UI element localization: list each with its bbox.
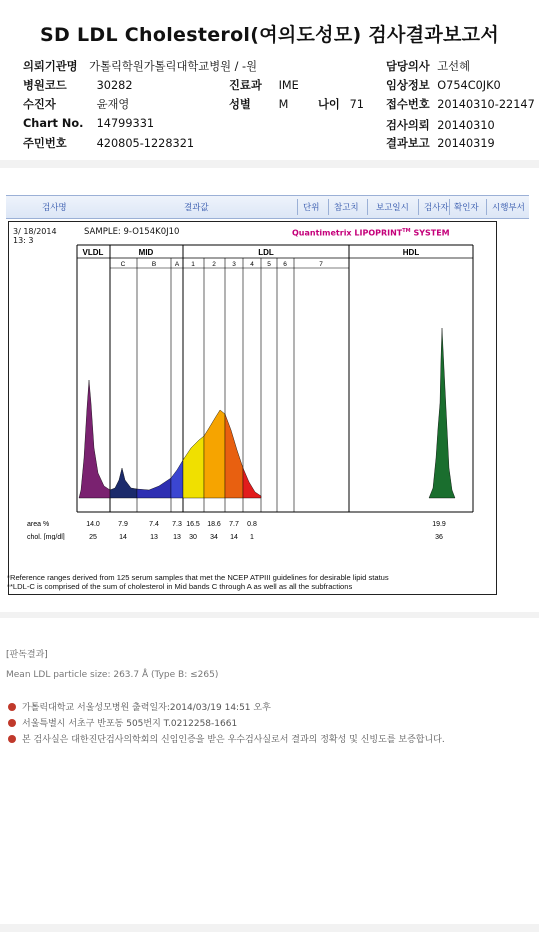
col-test-name[interactable]: 검사명 [42, 203, 67, 213]
area-value: 7.7 [229, 521, 239, 528]
col-result[interactable]: 결과값 [184, 203, 209, 213]
age-value: 71 [349, 98, 364, 111]
group-label-mid: MID [138, 248, 154, 257]
sex-value: M [278, 98, 289, 111]
peak-mid-b [137, 478, 171, 498]
footnote-2: **LDL-C is comprised of the sum of cholesterol in Mid bands C through A as well as all the subfractions [7, 582, 353, 591]
divider [449, 199, 450, 215]
band-label: C [120, 261, 126, 268]
col-verifier[interactable]: 확인자 [454, 203, 479, 213]
band-label: 3 [232, 261, 236, 268]
col-reference[interactable]: 참고치 [334, 203, 359, 213]
footnote-1: *Reference ranges derived from 125 serum samples that met the NCEP ATPIII guidelines for desirable lipid status [7, 573, 389, 582]
band-label: A [174, 261, 180, 268]
row-label-chol: chol. [mg/dl] [27, 534, 65, 540]
group-label-ldl: LDL [258, 248, 274, 257]
chol-value: 1 [250, 534, 254, 540]
area-value: 19.9 [432, 521, 446, 528]
label: 접수번호 [386, 98, 430, 111]
chol-value: 14 [119, 534, 127, 540]
brand-suffix: SYSTEM [410, 228, 450, 238]
separator [0, 160, 539, 168]
report-date: 3/ 18/2014 [13, 227, 57, 236]
department-value: IME [278, 79, 299, 92]
area-value: 16.5 [186, 521, 200, 528]
col-unit[interactable]: 단위 [303, 203, 320, 213]
label: 나이 [318, 98, 340, 111]
label: 임상정보 [386, 79, 430, 92]
band-label: 6 [283, 261, 287, 268]
label: Chart No. [23, 117, 84, 130]
result-table-header [6, 195, 529, 219]
patient-row [23, 96, 129, 112]
divider [297, 199, 298, 215]
band-label: B [151, 261, 157, 268]
chol-value: 30 [189, 534, 197, 540]
area-value: 7.3 [172, 521, 182, 528]
group-label-hdl: HDL [402, 248, 420, 257]
chol-value: 34 [210, 534, 218, 540]
footer-text: 서울특별시 서초구 반포동 505번지 T.0212258-1661 [22, 719, 238, 729]
report-date-row [386, 135, 495, 151]
divider [328, 199, 329, 215]
band-label: 7 [319, 261, 323, 268]
sex-row [229, 96, 288, 112]
interpretation-text: Mean LDL particle size: 263.7 Å (Type B: ≤265) [6, 670, 219, 680]
divider [486, 199, 487, 215]
request-value: 20140310 [437, 119, 495, 132]
area-value: 18.6 [207, 521, 221, 528]
label: 의뢰기관명 [23, 60, 78, 73]
doctor-row [386, 58, 470, 74]
peak-vldl [79, 380, 110, 498]
divider [418, 199, 419, 215]
request-row [386, 117, 495, 133]
bullet-icon [8, 719, 16, 727]
footer-line-1 [8, 700, 271, 713]
label: 결과보고 [386, 137, 430, 150]
peak-mid-a [171, 460, 183, 498]
institution-value: 가톨릭학원가톨릭대학교병원 / -원 [89, 60, 258, 73]
divider [367, 199, 368, 215]
peak-ldl-3 [225, 414, 243, 498]
brand-tm: TM [402, 228, 411, 234]
group-label-vldl: VLDL [82, 248, 104, 257]
hospital-code-value: 30282 [96, 79, 133, 92]
interpretation-label: [판독결과] [6, 650, 48, 660]
band-label: 2 [212, 261, 216, 268]
chol-value: 36 [435, 534, 443, 540]
doctor-value: 고선혜 [437, 60, 470, 73]
brand-name: Quantimetrix LIPOPRINT [292, 228, 403, 238]
receipt-row [386, 96, 535, 112]
band-label: 1 [191, 261, 195, 268]
col-tester[interactable]: 검사자 [424, 203, 449, 213]
chol-value: 14 [230, 534, 238, 540]
label: 진료과 [229, 79, 262, 92]
brand-logo [292, 228, 450, 238]
col-report-date[interactable]: 보고일시 [376, 203, 409, 213]
label: 담당의사 [386, 60, 430, 73]
label: 수진자 [23, 98, 56, 111]
label: 성별 [229, 98, 251, 111]
label: 주민번호 [23, 137, 67, 150]
area-value: 7.4 [149, 521, 159, 528]
institution-row [23, 58, 257, 74]
rrn-value: 420805-1228321 [96, 137, 195, 150]
chol-value: 13 [150, 534, 158, 540]
band-label: 4 [250, 261, 254, 268]
footer-text: 본 검사실은 대한진단검사의학회의 신임인증을 받은 우수검사실로서 결과의 정확성 및 신빙도를 보증합니다. [22, 735, 445, 745]
area-value: 0.8 [247, 521, 257, 528]
report-title: SD LDL Cholesterol(여의도성모) 검사결과보고서 [40, 24, 499, 46]
department-row [229, 77, 299, 93]
separator [0, 612, 539, 618]
chol-value: 25 [89, 534, 97, 540]
clinical-value: O754C0JK0 [437, 79, 501, 92]
hospital-code-row [23, 77, 133, 93]
footer-line-2 [8, 716, 237, 729]
receipt-value: 20140310-22147 [437, 98, 535, 111]
peak-hdl [429, 328, 455, 498]
report-date-value: 20140319 [437, 137, 495, 150]
clinical-row [386, 77, 501, 93]
peak-ldl-2 [204, 410, 225, 498]
chart-no-value: 14799331 [96, 117, 155, 130]
row-label-area: area % [27, 521, 50, 528]
patient-name: 윤재영 [96, 98, 130, 111]
bullet-icon [8, 703, 16, 711]
footer-line-3 [8, 732, 445, 745]
bullet-icon [8, 735, 16, 743]
rrn-row [23, 135, 194, 151]
area-value: 7.9 [118, 521, 128, 528]
area-value: 14.0 [86, 521, 100, 528]
peak-ldl-4 [243, 468, 261, 498]
peak-mid-c [110, 468, 137, 498]
label: 검사의뢰 [386, 119, 430, 132]
chart-no-row [23, 117, 154, 130]
footer-text: 가톨릭대학교 서울성모병원 출력일자:2014/03/19 14:51 오후 [22, 703, 271, 713]
col-lab[interactable]: 시행부서 [492, 203, 525, 213]
electrophoresis-chart [9, 240, 496, 540]
separator [0, 924, 539, 932]
lipoprint-report [8, 221, 497, 595]
band-label: 5 [267, 261, 271, 268]
label: 병원코드 [23, 79, 67, 92]
report-time: 13: 3 [13, 236, 34, 245]
age-row [318, 96, 364, 112]
chol-value: 13 [173, 534, 181, 540]
peak-ldl-1 [183, 436, 204, 498]
sample-id: SAMPLE: 9-O154K0J10 [84, 227, 180, 237]
